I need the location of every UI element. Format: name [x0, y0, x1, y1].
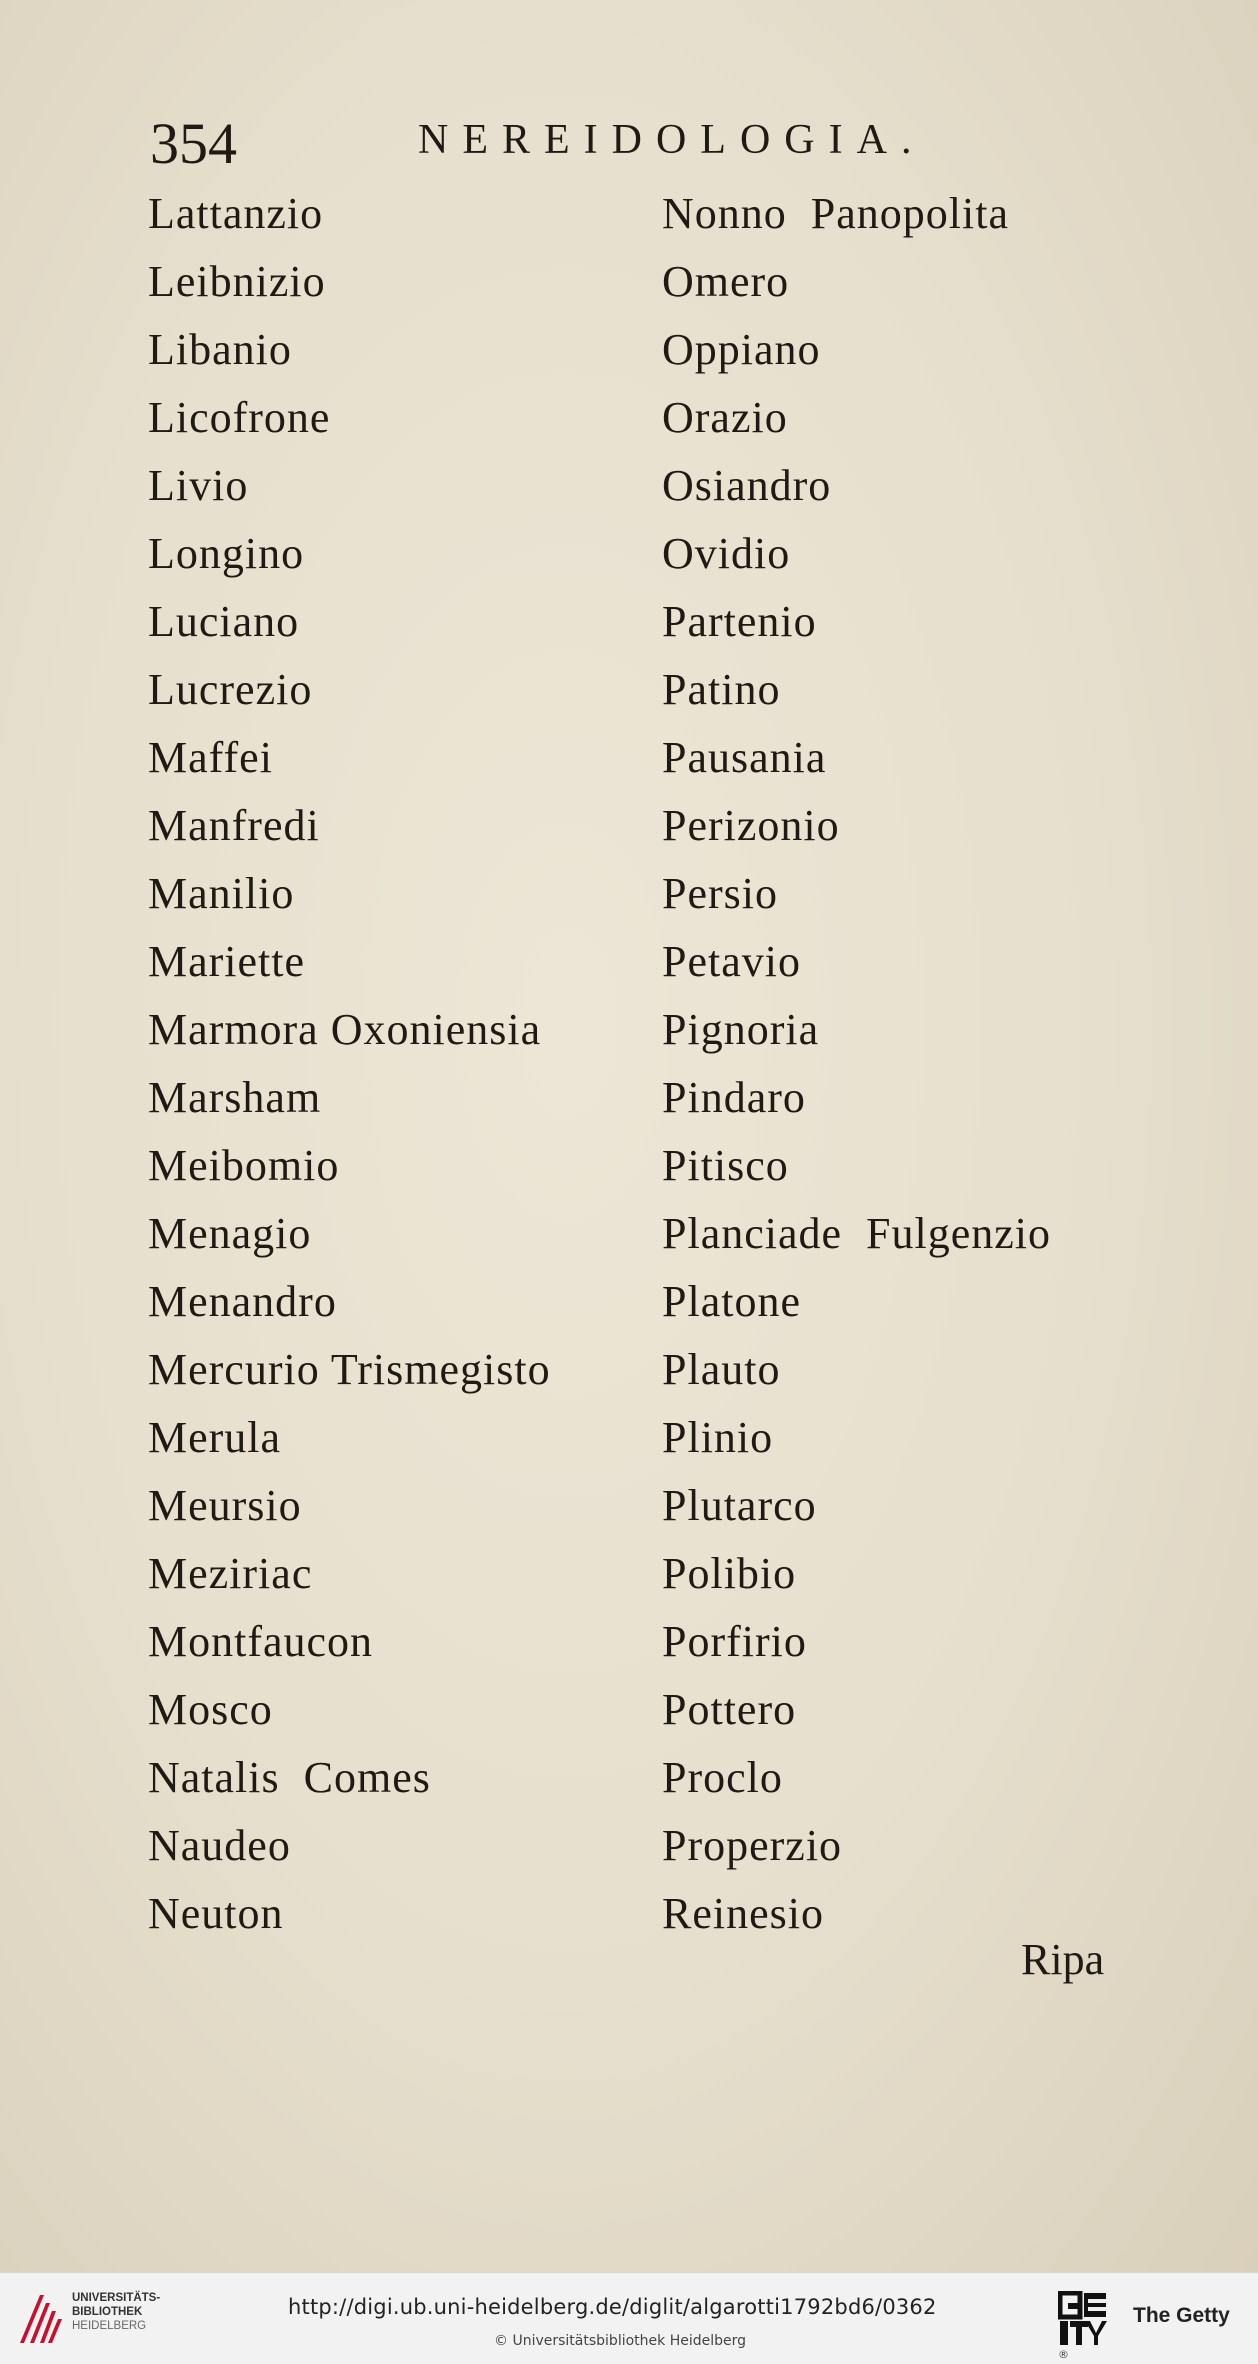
- list-item: Menandro: [148, 1277, 337, 1326]
- list-item: Leibnizio: [148, 257, 326, 306]
- list-item: Omero: [662, 257, 790, 306]
- running-title: NEREIDOLOGIA.: [418, 117, 926, 163]
- list-item: Marmora Oxoniensia: [148, 1005, 542, 1054]
- getty-logo-icon[interactable]: [1058, 2291, 1108, 2347]
- list-item: Manilio: [148, 869, 295, 918]
- list-item: Nonno Panopolita: [662, 189, 1009, 238]
- list-item: Pitisco: [662, 1141, 789, 1190]
- list-item: Ovidio: [662, 529, 791, 578]
- list-item: Mosco: [148, 1685, 273, 1734]
- getty-copyright-mark: ®: [1058, 2348, 1069, 2361]
- getty-name[interactable]: The Getty: [1133, 2304, 1230, 2327]
- list-item: Properzio: [662, 1821, 843, 1870]
- list-item: Meursio: [148, 1481, 302, 1530]
- list-item: Naudeo: [148, 1821, 291, 1870]
- list-item: Polibio: [662, 1549, 797, 1598]
- list-item: Mercurio Trismegisto: [148, 1345, 551, 1394]
- library-name: UNIVERSITÄTS- BIBLIOTHEK HEIDELBERG: [72, 2292, 161, 2332]
- list-item: Proclo: [662, 1753, 783, 1802]
- list-item: Licofrone: [148, 393, 331, 442]
- name-list-right: [662, 180, 1051, 1948]
- list-item: Luciano: [148, 597, 300, 646]
- list-item: Pottero: [662, 1685, 797, 1734]
- list-item: Petavio: [662, 937, 801, 986]
- heidelberg-library-logo-icon[interactable]: [14, 2289, 66, 2349]
- list-item: Oppiano: [662, 325, 821, 374]
- list-item: Neuton: [148, 1889, 284, 1938]
- list-item: Meibomio: [148, 1141, 340, 1190]
- list-item: Lattanzio: [148, 189, 324, 238]
- page-number: 354: [150, 111, 237, 176]
- list-item: Longino: [148, 529, 305, 578]
- list-item: Partenio: [662, 597, 817, 646]
- list-item: Planciade Fulgenzio: [662, 1209, 1052, 1258]
- catchword: Ripa: [1021, 1935, 1105, 1984]
- list-item: Osiandro: [662, 461, 832, 510]
- list-item: Plauto: [662, 1345, 781, 1394]
- viewer-footer: [0, 2272, 1258, 2364]
- list-item: Natalis Comes: [148, 1753, 431, 1802]
- list-item: Mariette: [148, 937, 306, 986]
- list-item: Lucrezio: [148, 665, 313, 714]
- list-item: Plutarco: [662, 1481, 817, 1530]
- list-item: Reinesio: [662, 1889, 824, 1938]
- list-item: Maffei: [148, 733, 273, 782]
- list-item: Persio: [662, 869, 778, 918]
- list-item: Montfaucon: [148, 1617, 374, 1666]
- list-item: Marsham: [148, 1073, 322, 1122]
- list-item: Patino: [662, 665, 781, 714]
- list-item: Livio: [148, 461, 249, 510]
- list-item: Platone: [662, 1277, 801, 1326]
- list-item: Perizonio: [662, 801, 840, 850]
- list-item: Menagio: [148, 1209, 312, 1258]
- list-item: Manfredi: [148, 801, 320, 850]
- list-item: Plinio: [662, 1413, 774, 1462]
- list-item: Pignoria: [662, 1005, 820, 1054]
- name-list-left: [148, 180, 551, 1948]
- copyright-notice: © Universitätsbibliothek Heidelberg: [494, 2333, 747, 2349]
- list-item: Merula: [148, 1413, 282, 1462]
- list-item: Porfirio: [662, 1617, 807, 1666]
- list-item: Pindaro: [662, 1073, 806, 1122]
- list-item: Libanio: [148, 325, 292, 374]
- list-item: Meziriac: [148, 1549, 313, 1598]
- list-item: Orazio: [662, 393, 788, 442]
- list-item: Pausania: [662, 733, 827, 782]
- permalink-url[interactable]: http://digi.ub.uni-heidelberg.de/diglit/algarotti1792bd6/0362: [288, 2295, 937, 2319]
